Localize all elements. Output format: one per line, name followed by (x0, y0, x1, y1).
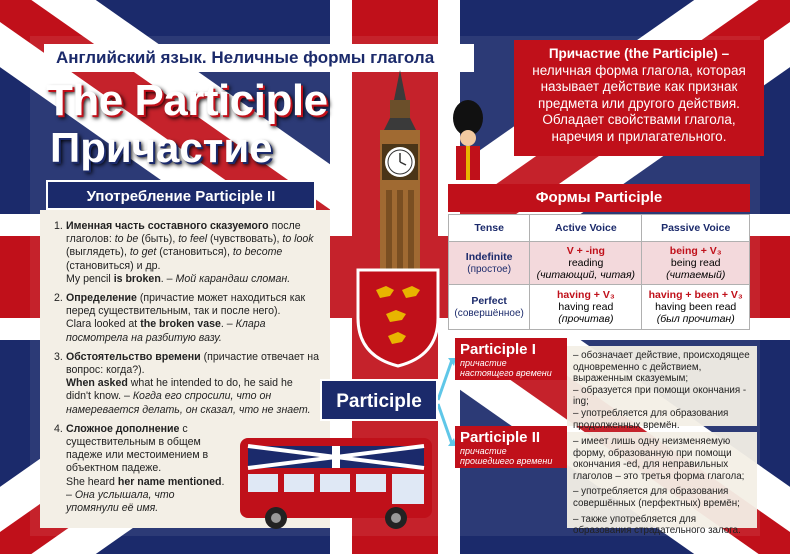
tense-cell: Perfect (совершённое) (449, 285, 530, 330)
table-row (449, 285, 750, 330)
usage-translation: Когда его спросили, что он намеревается делать, он сказал, что не знает. (66, 390, 311, 416)
title-english: The Participle (46, 76, 328, 125)
participle-two-box (455, 426, 567, 468)
active-voice-cell: having + V₃ having read (прочитав) (530, 285, 642, 330)
usage-translation: Клара посмотрела на разбитую вазу. (66, 318, 266, 344)
usage-item-heading: Именная часть составного сказуемого (66, 220, 269, 232)
usage-title: Употребление Participle II (46, 180, 316, 210)
column-header: Active Voice (530, 215, 642, 242)
participle-one-name: Participle I (460, 341, 536, 358)
definition-text: неличная форма глагола, которая называет действие как признак предмета или другого действия. Обладает свойствами глагола, наречия и прилагательного. (532, 62, 746, 144)
big-ben-icon (370, 70, 430, 290)
usage-item-number: 2. (54, 292, 63, 305)
usage-item-number: 4. (54, 422, 63, 435)
usage-example: Clara looked at (66, 318, 141, 331)
coat-of-arms-shield-icon (356, 268, 440, 368)
list-item: – употребляется для образования совершённых (перфектных) времён; (573, 486, 740, 509)
participle-label: Participle (320, 379, 438, 421)
usage-item-number: 1. (54, 220, 63, 232)
column-header: Passive Voice (642, 215, 750, 242)
usage-item: 4. Сложное дополнение с существительным в общем падеже или местоимением в объектном падеже. She heard her name mentioned. – Она услышала, что упомянули её имя. (54, 422, 225, 515)
usage-item: 2. Определение (причастие может находиться как перед существительным, так и после него). Clara looked at the broken vase. – Клара посмотрела на разбитую вазу. (54, 292, 306, 344)
usage-example: She heard (66, 475, 118, 488)
list-item: – обозначает действие, происходящее одновременно с действием, выраженным сказуемым; (573, 350, 750, 385)
participle-one-desc: причастие настоящего времени (460, 358, 552, 378)
usage-item-heading: Обстоятельство времени (66, 350, 201, 363)
table-header-row (449, 215, 750, 242)
column-header: Tense (449, 215, 530, 242)
participle-two-name: Participle II (460, 429, 541, 446)
double-decker-bus-icon (236, 432, 436, 530)
participle-two-info (567, 432, 757, 537)
title-russian: Причастие (50, 124, 273, 171)
usage-item: 3. Обстоятельство времени (причастие отвечает на вопрос: когда?). When asked what he intended to do, he said he didn't know. – Когда его спросили, что он намеревается делать, он сказал, что не знает. (54, 350, 320, 416)
list-item: – образуется при помощи окончания -ing; (573, 384, 747, 408)
forms-title: Формы Participle (448, 184, 750, 212)
usage-item: 1. Именная часть составного сказуемого после глаголов: to be (быть), to feel (чувствовать), to look (выглядеть), to get (становиться), to become (становиться) и др. My pencil is broken. – Мой карандаш сломан. (54, 220, 314, 285)
definition-term: Причастие (the Participle) – (548, 46, 730, 61)
royal-guard-icon (446, 100, 490, 180)
definition-box (514, 40, 764, 156)
list-item: – также употребляется для образования страдательного залога. (573, 513, 741, 537)
subject-heading: Английский язык. Неличные формы глагола (44, 44, 474, 72)
table-row (449, 242, 750, 285)
list-item: – имеет лишь одну неизменяемую форму, образованную при помощи окончания -ed, для неправильных глаголов – это третья форма глагола; (573, 436, 745, 482)
participle-one-box (455, 338, 567, 380)
passive-voice-cell: having + been + V₃ having been read (был прочитан) (642, 285, 750, 330)
forms-table (448, 214, 750, 330)
active-voice-cell: V + -ing reading (читающий, читая) (530, 242, 642, 285)
usage-example: My pencil (66, 272, 114, 285)
participle-one-info (567, 346, 757, 431)
usage-item-number: 3. (54, 350, 63, 363)
usage-translation: Мой карандаш сломан. (175, 272, 291, 285)
usage-item-heading: Определение (66, 292, 137, 305)
participle-two-desc: причастие прошедшего времени (460, 446, 553, 466)
usage-translation: Она услышала, что упомянули её имя. (66, 488, 175, 515)
usage-item-heading: Сложное дополнение (66, 422, 180, 435)
tense-cell: Indefinite (простое) (449, 242, 530, 285)
list-item: – употребляется для образования продолженных времён. (573, 407, 729, 431)
passive-voice-cell: being + V₃ being read (читаемый) (642, 242, 750, 285)
